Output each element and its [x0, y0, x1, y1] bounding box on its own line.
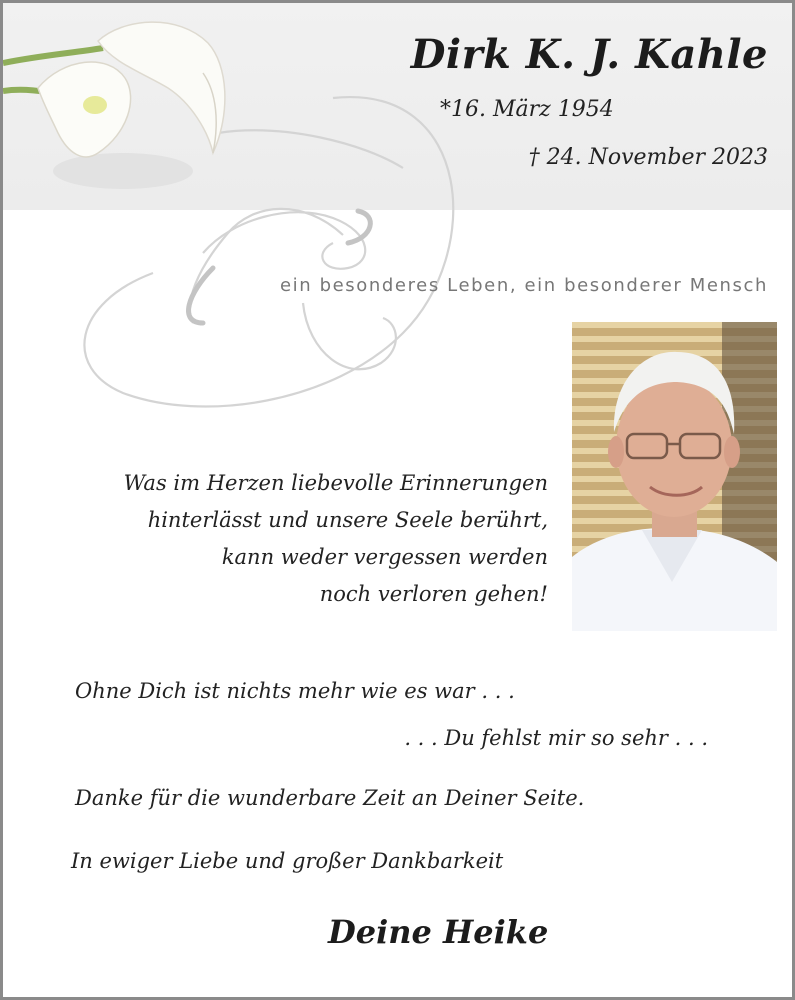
portrait-photo [572, 322, 777, 631]
signature: Deine Heike [328, 913, 549, 951]
poem-line: noch verloren gehen! [319, 582, 548, 606]
message-line: . . . Du fehlst mir so sehr . . . [404, 726, 708, 750]
birth-date: *16. März 1954 [440, 97, 614, 122]
deceased-name: Dirk K. J. Kahle [410, 31, 768, 78]
poem-line: hinterlässt und unsere Seele berührt, [147, 508, 548, 532]
poem-line: kann weder vergessen werden [221, 545, 548, 569]
death-date: † 24. November 2023 [528, 145, 768, 170]
calla-lily-icon [3, 3, 263, 203]
motto: ein besonderes Leben, ein besonderer Mensch [279, 275, 768, 296]
message-line: Danke für die wunderbare Zeit an Deiner Seite. [75, 786, 585, 810]
poem-line: Was im Herzen liebevolle Erinnerungen [123, 471, 548, 495]
message-line: In ewiger Liebe und großer Dankbarkeit [71, 849, 504, 873]
poem [124, 465, 548, 613]
message-line: Ohne Dich ist nichts mehr wie es war . . . [75, 679, 515, 703]
